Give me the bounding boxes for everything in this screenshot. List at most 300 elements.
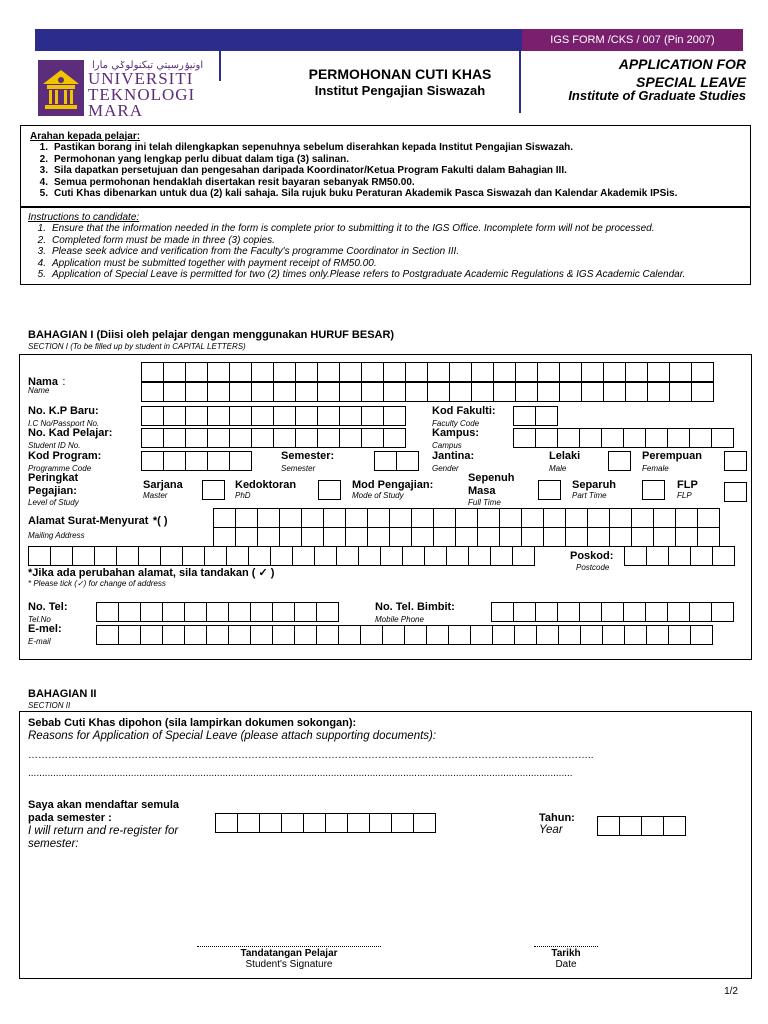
instruction-text: Application of Special Leave is permitted for two (2) times only.Please refers to Postgraduate Academic Regulations & IGS Academic Calendar.: [52, 269, 686, 281]
char-box[interactable]: [185, 362, 208, 382]
char-box[interactable]: [512, 546, 535, 566]
char-box[interactable]: [383, 406, 406, 426]
char-box[interactable]: [653, 527, 676, 547]
char-box[interactable]: [228, 602, 251, 622]
char-box[interactable]: [667, 428, 690, 448]
char-box[interactable]: [455, 508, 478, 528]
char-box[interactable]: [184, 625, 207, 645]
address-field-row-3[interactable]: [28, 546, 534, 566]
char-box[interactable]: [535, 406, 558, 426]
master-label: Sarjana: [143, 479, 183, 491]
char-box[interactable]: [667, 602, 690, 622]
instruction-number: 4.: [39, 176, 48, 188]
char-box[interactable]: [206, 602, 229, 622]
char-box[interactable]: [295, 362, 318, 382]
char-box[interactable]: [690, 625, 713, 645]
char-box[interactable]: [499, 527, 522, 547]
char-box[interactable]: [163, 406, 186, 426]
char-box[interactable]: [515, 382, 538, 402]
char-box[interactable]: [347, 813, 370, 833]
char-box[interactable]: [631, 527, 654, 547]
char-box[interactable]: [601, 602, 624, 622]
char-box[interactable]: [116, 546, 139, 566]
male-sublabel: Male: [549, 464, 567, 473]
char-box[interactable]: [493, 382, 516, 402]
char-box[interactable]: [411, 527, 434, 547]
student-id-field[interactable]: [141, 428, 405, 448]
char-box[interactable]: [314, 546, 337, 566]
char-box[interactable]: [185, 406, 208, 426]
char-box[interactable]: [361, 382, 384, 402]
char-box[interactable]: [204, 546, 227, 566]
char-box[interactable]: [624, 625, 647, 645]
char-box[interactable]: [515, 362, 538, 382]
phd-checkbox[interactable]: [318, 480, 341, 500]
postcode-field[interactable]: [624, 546, 734, 566]
char-box[interactable]: [624, 546, 647, 566]
male-checkbox[interactable]: [608, 451, 631, 471]
char-box[interactable]: [281, 813, 304, 833]
char-box[interactable]: [374, 451, 397, 471]
char-box[interactable]: [28, 546, 51, 566]
char-box[interactable]: [521, 527, 544, 547]
char-box[interactable]: [513, 428, 536, 448]
char-box[interactable]: [411, 508, 434, 528]
char-box[interactable]: [663, 816, 686, 836]
header-divider: [219, 51, 221, 81]
programme-code-field[interactable]: [141, 451, 251, 471]
char-box[interactable]: [647, 362, 670, 382]
char-box[interactable]: [182, 546, 205, 566]
char-box[interactable]: [383, 362, 406, 382]
char-box[interactable]: [339, 362, 362, 382]
char-box[interactable]: [477, 527, 500, 547]
char-box[interactable]: [325, 813, 348, 833]
char-box[interactable]: [141, 362, 164, 382]
char-box[interactable]: [229, 451, 252, 471]
char-box[interactable]: [404, 625, 427, 645]
char-box[interactable]: [367, 527, 390, 547]
char-box[interactable]: [514, 625, 537, 645]
male-label: Lelaki: [549, 450, 581, 462]
char-box[interactable]: [273, 362, 296, 382]
instruction-text: Semua permohonan hendaklah disertakan resit bayaran sebanyak RM50.00.: [54, 176, 415, 188]
char-box[interactable]: [185, 382, 208, 402]
phd-sublabel: PhD: [235, 491, 251, 500]
char-box[interactable]: [162, 602, 185, 622]
form-code: IGS FORM /CKS / 007 (Pin 2007): [522, 29, 743, 51]
char-box[interactable]: [646, 546, 669, 566]
char-box[interactable]: [141, 382, 164, 402]
char-box[interactable]: [358, 546, 381, 566]
signature-line[interactable]: [197, 946, 381, 947]
char-box[interactable]: [273, 382, 296, 402]
char-box[interactable]: [653, 508, 676, 528]
char-box[interactable]: [383, 382, 406, 402]
char-box[interactable]: [579, 428, 602, 448]
programme-code-sublabel: Programme Code: [28, 464, 92, 473]
instruction-item: [30, 154, 746, 165]
char-box[interactable]: [499, 508, 522, 528]
char-box[interactable]: [426, 625, 449, 645]
char-box[interactable]: [413, 813, 436, 833]
char-box[interactable]: [691, 382, 714, 402]
char-box[interactable]: [433, 527, 456, 547]
char-box[interactable]: [493, 362, 516, 382]
char-box[interactable]: [609, 527, 632, 547]
name-field-row-1[interactable]: [141, 362, 713, 382]
title-english-line-2: SPECIAL LEAVE: [636, 74, 746, 90]
char-box[interactable]: [396, 451, 419, 471]
char-box[interactable]: [361, 428, 384, 448]
char-box[interactable]: [250, 602, 273, 622]
char-box[interactable]: [235, 527, 258, 547]
char-box[interactable]: [50, 546, 73, 566]
female-checkbox[interactable]: [724, 451, 747, 471]
char-box[interactable]: [581, 382, 604, 402]
char-box[interactable]: [537, 382, 560, 402]
char-box[interactable]: [645, 602, 668, 622]
part-time-checkbox[interactable]: [642, 480, 665, 500]
phone-sublabel: Tel.No: [28, 615, 51, 624]
char-box[interactable]: [138, 546, 161, 566]
name-field-row-2[interactable]: [141, 382, 713, 402]
char-box[interactable]: [601, 428, 624, 448]
char-box[interactable]: [513, 406, 536, 426]
address-change-note-en: * Please tick (✓) for change of address: [28, 579, 166, 588]
char-box[interactable]: [619, 816, 642, 836]
char-box[interactable]: [646, 625, 669, 645]
char-box[interactable]: [257, 527, 280, 547]
char-box[interactable]: [338, 625, 361, 645]
char-box[interactable]: [251, 428, 274, 448]
char-box[interactable]: [543, 527, 566, 547]
gender-label: Jantina:: [432, 450, 475, 462]
char-box[interactable]: [382, 625, 405, 645]
char-box[interactable]: [316, 602, 339, 622]
char-box[interactable]: [163, 382, 186, 402]
instruction-item: [30, 165, 746, 176]
char-box[interactable]: [301, 508, 324, 528]
char-box[interactable]: [229, 428, 252, 448]
char-box[interactable]: [140, 625, 163, 645]
ic-field[interactable]: [141, 406, 405, 426]
char-box[interactable]: [471, 382, 494, 402]
char-box[interactable]: [163, 428, 186, 448]
char-box[interactable]: [579, 602, 602, 622]
char-box[interactable]: [427, 382, 450, 402]
semester-field[interactable]: [374, 451, 418, 471]
instructions-english: [28, 212, 748, 280]
char-box[interactable]: [301, 527, 324, 547]
char-box[interactable]: [402, 546, 425, 566]
char-box[interactable]: [712, 546, 735, 566]
char-box[interactable]: [215, 813, 238, 833]
char-box[interactable]: [272, 625, 295, 645]
char-box[interactable]: [691, 362, 714, 382]
semester-return-field[interactable]: [215, 813, 435, 833]
char-box[interactable]: [449, 362, 472, 382]
char-box[interactable]: [141, 451, 164, 471]
char-box[interactable]: [207, 428, 230, 448]
char-box[interactable]: [229, 406, 252, 426]
phone-field[interactable]: [96, 602, 338, 622]
gender-sublabel: Gender: [432, 464, 459, 473]
char-box[interactable]: [226, 546, 249, 566]
char-box[interactable]: [339, 406, 362, 426]
char-box[interactable]: [361, 362, 384, 382]
instruction-number: 4.: [37, 257, 46, 269]
flp-checkbox[interactable]: [724, 482, 747, 502]
char-box[interactable]: [316, 625, 339, 645]
char-box[interactable]: [491, 602, 514, 622]
char-box[interactable]: [625, 362, 648, 382]
campus-field[interactable]: [513, 428, 733, 448]
char-box[interactable]: [711, 602, 734, 622]
char-box[interactable]: [336, 546, 359, 566]
char-box[interactable]: [697, 527, 720, 547]
char-box[interactable]: [229, 362, 252, 382]
email-sublabel: E-mail: [28, 637, 51, 646]
char-box[interactable]: [602, 625, 625, 645]
char-box[interactable]: [294, 625, 317, 645]
full-time-checkbox[interactable]: [538, 480, 561, 500]
mobile-field[interactable]: [491, 602, 733, 622]
char-box[interactable]: [675, 527, 698, 547]
char-box[interactable]: [559, 382, 582, 402]
char-box[interactable]: [580, 625, 603, 645]
char-box[interactable]: [118, 625, 141, 645]
char-box[interactable]: [228, 625, 251, 645]
char-box[interactable]: [206, 625, 229, 645]
instruction-number: 5.: [39, 188, 48, 200]
char-box[interactable]: [625, 382, 648, 402]
char-box[interactable]: [237, 813, 260, 833]
char-box[interactable]: [645, 428, 668, 448]
char-box[interactable]: [675, 508, 698, 528]
char-box[interactable]: [471, 362, 494, 382]
email-label: E-mel:: [28, 623, 62, 635]
char-box[interactable]: [536, 625, 559, 645]
char-box[interactable]: [492, 625, 515, 645]
char-box[interactable]: [292, 546, 315, 566]
char-box[interactable]: [163, 362, 186, 382]
char-box[interactable]: [184, 602, 207, 622]
char-box[interactable]: [96, 625, 119, 645]
char-box[interactable]: [367, 508, 390, 528]
char-box[interactable]: [535, 602, 558, 622]
char-box[interactable]: [389, 527, 412, 547]
char-box[interactable]: [535, 428, 558, 448]
char-box[interactable]: [557, 428, 580, 448]
char-box[interactable]: [141, 406, 164, 426]
char-box[interactable]: [213, 527, 236, 547]
char-box[interactable]: [339, 428, 362, 448]
char-box[interactable]: [118, 602, 141, 622]
char-box[interactable]: [543, 508, 566, 528]
char-box[interactable]: [581, 362, 604, 382]
char-box[interactable]: [250, 625, 273, 645]
char-box[interactable]: [273, 406, 296, 426]
char-box[interactable]: [273, 428, 296, 448]
char-box[interactable]: [391, 813, 414, 833]
reason-line-1[interactable]: ……………………………………………………………………………………………………………………………………………………..: [28, 750, 594, 761]
char-box[interactable]: [279, 508, 302, 528]
char-box[interactable]: [207, 451, 230, 471]
char-box[interactable]: [96, 602, 119, 622]
char-box[interactable]: [345, 508, 368, 528]
char-box[interactable]: [361, 406, 384, 426]
char-box[interactable]: [587, 508, 610, 528]
char-box[interactable]: [697, 508, 720, 528]
char-box[interactable]: [140, 602, 163, 622]
char-box[interactable]: [641, 816, 664, 836]
year-sublabel: Year: [539, 824, 563, 836]
year-field[interactable]: [597, 816, 685, 836]
char-box[interactable]: [163, 451, 186, 471]
char-box[interactable]: [295, 382, 318, 402]
char-box[interactable]: [427, 362, 450, 382]
char-box[interactable]: [565, 527, 588, 547]
char-box[interactable]: [669, 362, 692, 382]
char-box[interactable]: [433, 508, 456, 528]
char-box[interactable]: [537, 362, 560, 382]
mode-sublabel: Mode of Study: [352, 491, 404, 500]
char-box[interactable]: [455, 527, 478, 547]
char-box[interactable]: [251, 362, 274, 382]
char-box[interactable]: [185, 428, 208, 448]
ic-sublabel: I.C No/Passport No.: [28, 419, 100, 428]
date-line[interactable]: [534, 946, 598, 947]
char-box[interactable]: [317, 428, 340, 448]
char-box[interactable]: [248, 546, 271, 566]
section-1-heading: BAHAGIAN I (Diisi oleh pelajar dengan menggunakan HURUF BESAR): [28, 329, 395, 341]
char-box[interactable]: [565, 508, 588, 528]
instruction-number: 3.: [37, 246, 46, 258]
reason-line-2[interactable]: ....................................................................................................................................................................................................: [28, 768, 573, 779]
programme-code-label: Kod Program:: [28, 450, 102, 462]
char-box[interactable]: [468, 546, 491, 566]
subtitle-malay: Institut Pengajian Siswazah: [314, 83, 486, 98]
char-box[interactable]: [668, 546, 691, 566]
char-box[interactable]: [603, 362, 626, 382]
address-field-row-2[interactable]: [213, 527, 719, 547]
name-sublabel: Name: [28, 386, 50, 395]
char-box[interactable]: [669, 382, 692, 402]
char-box[interactable]: [405, 382, 428, 402]
char-box[interactable]: [389, 508, 412, 528]
char-box[interactable]: [449, 382, 472, 402]
char-box[interactable]: [446, 546, 469, 566]
char-box[interactable]: [229, 382, 252, 402]
char-box[interactable]: [490, 546, 513, 566]
instruction-item: [28, 246, 748, 257]
char-box[interactable]: [424, 546, 447, 566]
char-box[interactable]: [339, 382, 362, 402]
address-field-row-1[interactable]: [213, 508, 719, 528]
char-box[interactable]: [257, 508, 280, 528]
char-box[interactable]: [559, 362, 582, 382]
char-box[interactable]: [235, 508, 258, 528]
char-box[interactable]: [141, 428, 164, 448]
char-box[interactable]: [259, 813, 282, 833]
char-box[interactable]: [345, 527, 368, 547]
char-box[interactable]: [470, 625, 493, 645]
char-box[interactable]: [279, 527, 302, 547]
char-box[interactable]: [207, 362, 230, 382]
char-box[interactable]: [631, 508, 654, 528]
char-box[interactable]: [317, 362, 340, 382]
char-box[interactable]: [207, 406, 230, 426]
char-box[interactable]: [207, 382, 230, 402]
char-box[interactable]: [295, 406, 318, 426]
char-box[interactable]: [317, 382, 340, 402]
char-box[interactable]: [513, 602, 536, 622]
char-box[interactable]: [162, 625, 185, 645]
char-box[interactable]: [272, 602, 295, 622]
mobile-sublabel: Mobile Phone: [375, 615, 424, 624]
char-box[interactable]: [668, 625, 691, 645]
instruction-text: Application must be submitted together with payment receipt of RM50.00.: [52, 257, 377, 269]
logo-line-2: TEKNOLOGI: [88, 85, 196, 104]
char-box[interactable]: [405, 362, 428, 382]
char-box[interactable]: [623, 428, 646, 448]
instruction-item: [28, 269, 748, 280]
char-box[interactable]: [72, 546, 95, 566]
char-box[interactable]: [587, 527, 610, 547]
char-box[interactable]: [251, 382, 274, 402]
char-box[interactable]: [294, 602, 317, 622]
char-box[interactable]: [323, 508, 346, 528]
char-box[interactable]: [303, 813, 326, 833]
char-box[interactable]: [360, 625, 383, 645]
char-box[interactable]: [160, 546, 183, 566]
char-box[interactable]: [448, 625, 471, 645]
email-field[interactable]: [96, 625, 712, 645]
char-box[interactable]: [609, 508, 632, 528]
master-checkbox[interactable]: [202, 480, 225, 500]
char-box[interactable]: [597, 816, 620, 836]
faculty-code-field[interactable]: [513, 406, 557, 426]
char-box[interactable]: [383, 428, 406, 448]
char-box[interactable]: [295, 428, 318, 448]
char-box[interactable]: [647, 382, 670, 402]
char-box[interactable]: [689, 428, 712, 448]
char-box[interactable]: [557, 602, 580, 622]
faculty-code-sublabel: Faculty Code: [432, 419, 480, 428]
char-box[interactable]: [558, 625, 581, 645]
char-box[interactable]: [689, 602, 712, 622]
char-box[interactable]: [213, 508, 236, 528]
char-box[interactable]: [317, 406, 340, 426]
char-box[interactable]: [521, 508, 544, 528]
char-box[interactable]: [690, 546, 713, 566]
char-box[interactable]: [94, 546, 117, 566]
char-box[interactable]: [380, 546, 403, 566]
char-box[interactable]: [369, 813, 392, 833]
full-time-sublabel: Full Time: [468, 498, 501, 507]
char-box[interactable]: [623, 602, 646, 622]
level-sublabel: Level of Study: [28, 498, 79, 507]
char-box[interactable]: [251, 406, 274, 426]
char-box[interactable]: [323, 527, 346, 547]
char-box[interactable]: [270, 546, 293, 566]
logo-arabic-text: اونيۏرسيتي تيكنولوݢي مارا: [92, 60, 204, 71]
char-box[interactable]: [711, 428, 734, 448]
char-box[interactable]: [603, 382, 626, 402]
char-box[interactable]: [185, 451, 208, 471]
char-box[interactable]: [477, 508, 500, 528]
